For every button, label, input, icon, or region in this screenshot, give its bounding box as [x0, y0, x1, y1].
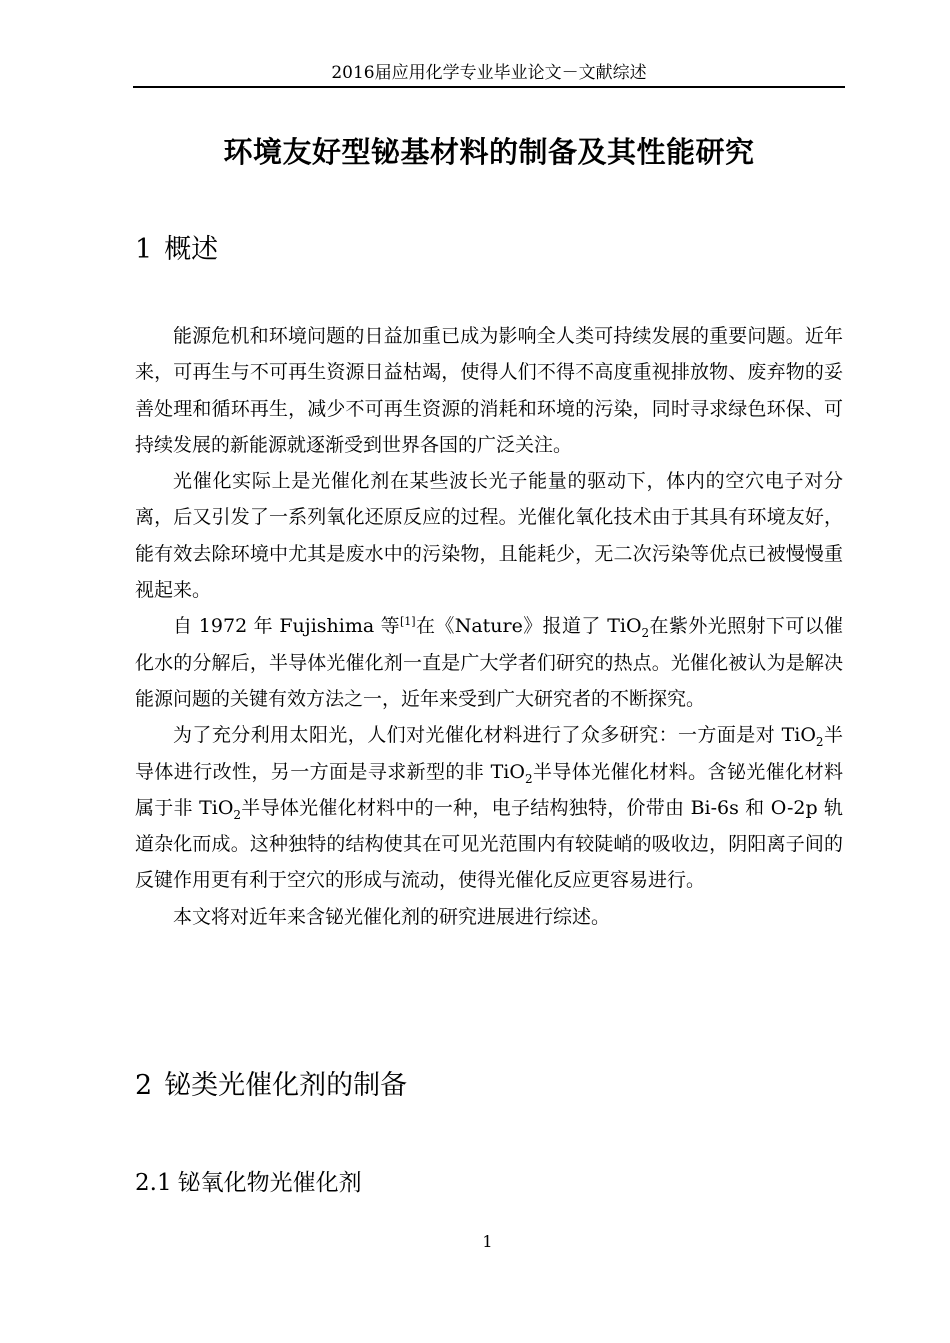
header-rule: [133, 86, 845, 88]
section-2-number: 2: [135, 1070, 153, 1101]
running-header: 2016届应用化学专业毕业论文－文献综述: [331, 63, 647, 83]
paragraph-2: 光催化实际上是光催化剂在某些波长光子能量的驱动下，体内的空穴电子对分离，后又引发了一系列氧化还原反应的过程。光催化氧化技术由于其具有环境友好，能有效去除环境中尤其是废水中的污染物，且能耗少，无二次污染等优点已被慢慢重视起来。: [135, 470, 843, 602]
paragraph-1: 能源危机和环境问题的日益加重已成为影响全人类可持续发展的重要问题。近年来，可再生与不可再生资源日益枯竭，使得人们不得不高度重视排放物、废弃物的妥善处理和循环再生，减少不可再生资源的消耗和环境的污染，同时寻求绿色环保、可持续发展的新能源就逐渐受到世界各国的广泛关注。: [135, 325, 843, 456]
page-number: 1: [482, 1232, 493, 1251]
section-2-1-title: 铋氧化物光催化剂: [177, 1170, 362, 1196]
section-1-heading: [135, 232, 218, 268]
paragraph-4: 为了充分利用太阳光，人们对光催化材料进行了众多研究：一方面是对 TiO$_2$半导体进行改性，另一方面是寻求新型的非 TiO$_2$半导体光催化材料。含铋光催化材料属于非 TiO$_2$半导体光催化材料中的一种，电子结构独特，价带由 Bi-6s 和 O-2p 轨道杂化而成。这种独特的结构使其在可见光范围内有较陡峭的吸收边，阴阳离子间的反键作用更有利于空穴的形成与流动，使得光催化反应更容易进行。: [135, 724, 843, 892]
citation-ref: [1]: [399, 615, 416, 629]
paragraph-5: 本文将对近年来含铋光催化剂的研究进展进行综述。: [173, 905, 611, 928]
section-1-body: [135, 318, 843, 935]
section-1-number: 1: [135, 234, 153, 265]
section-2-title: 铋类光催化剂的制备: [164, 1070, 408, 1101]
document-title: 环境友好型铋基材料的制备及其性能研究: [223, 135, 755, 169]
section-1-title: 概述: [164, 234, 219, 265]
section-2-1-heading: [135, 1167, 362, 1199]
section-2-heading: [135, 1068, 407, 1104]
section-2-1-number: 2.1: [135, 1170, 172, 1196]
paragraph-3: 自 1972 年 Fujishima 等[1]在《Nature》报道了 TiO$_2$在紫外光照射下可以催化水的分解后，半导体光催化剂一直是广大学者们研究的热点。光催化被认为是解决能源问题的关键有效方法之一，近年来受到广大研究者的不断探究。: [135, 615, 843, 710]
